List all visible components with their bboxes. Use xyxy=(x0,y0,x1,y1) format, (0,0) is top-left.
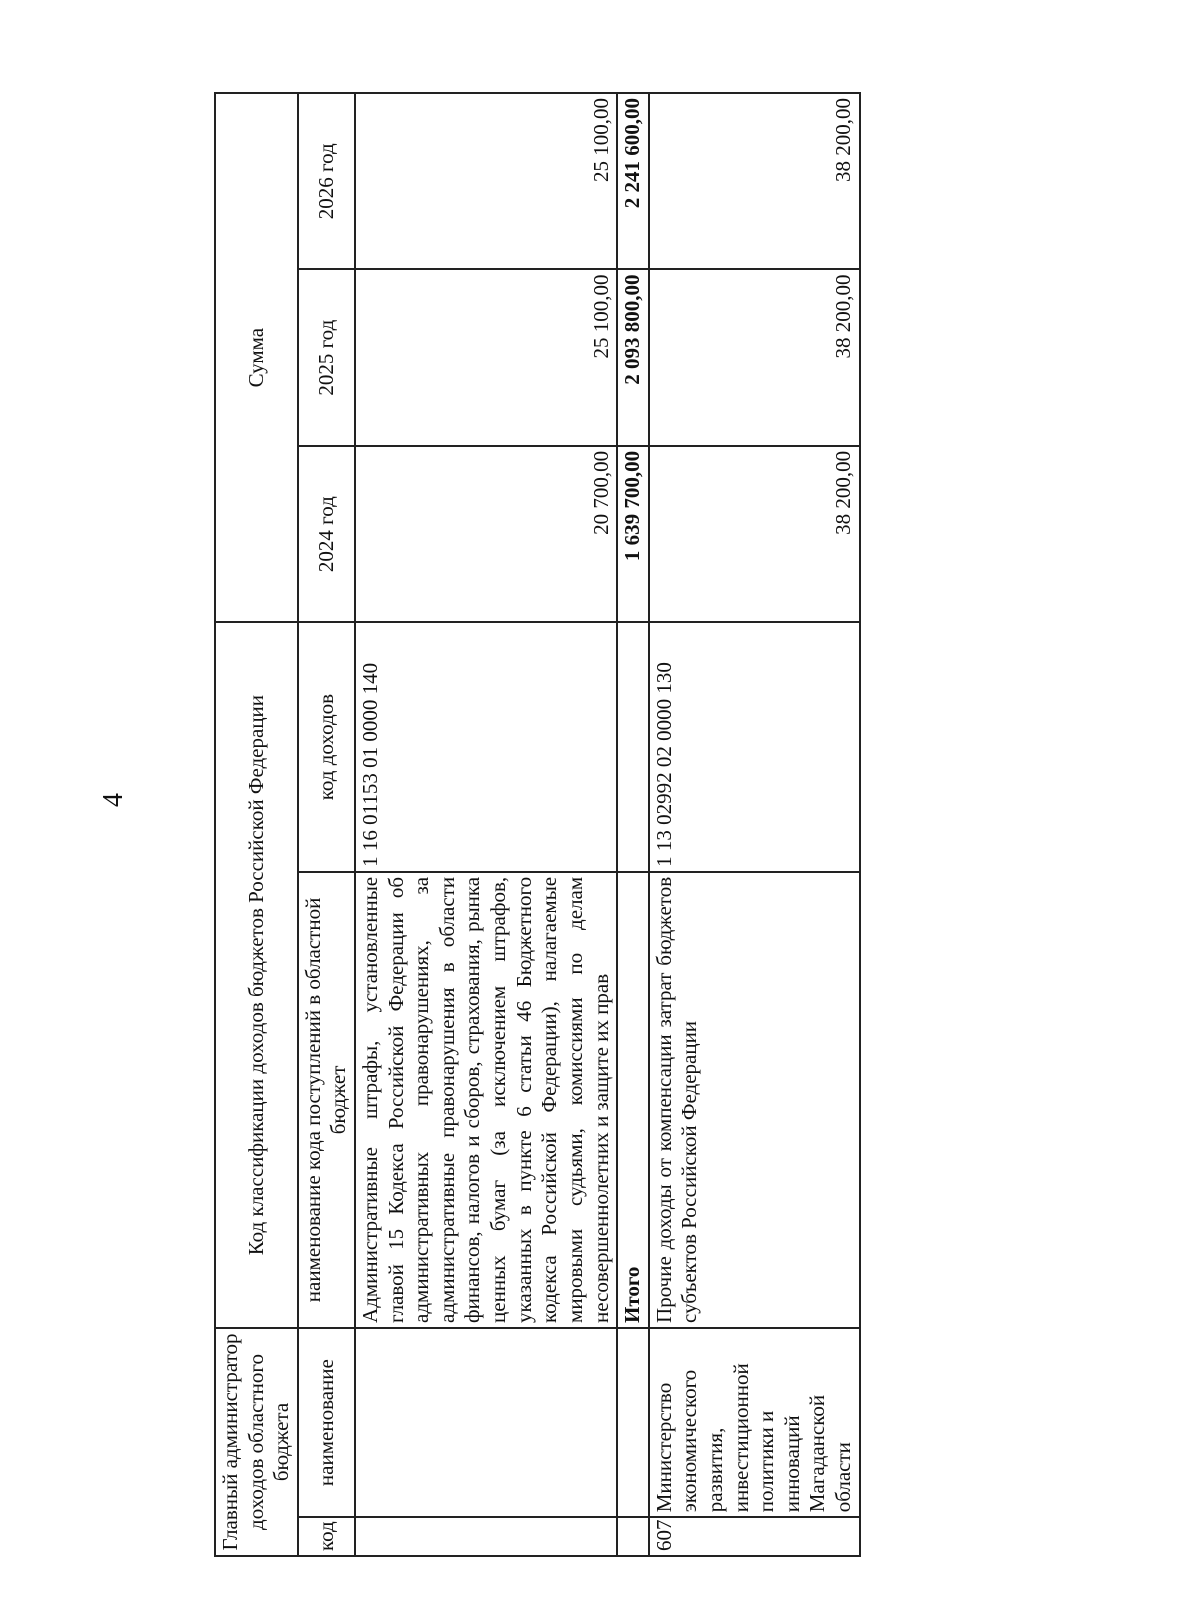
total-label: Итого xyxy=(617,872,649,1328)
admin-code-cell xyxy=(355,1517,617,1556)
sum-2025-cell: 25 100,00 xyxy=(355,269,617,445)
income-table xyxy=(214,92,861,1557)
sum-2024-cell: 38 200,00 xyxy=(649,446,860,622)
admin-name-cell: Министерство экономического развития, инвестиционной политики и инноваций Магаданской области xyxy=(649,1328,860,1517)
total-2026-cell: 2 241 600,00 xyxy=(617,93,649,269)
header-sum-group: Сумма xyxy=(215,93,298,622)
sum-2026-cell: 38 200,00 xyxy=(649,93,860,269)
sum-2026-cell: 25 100,00 xyxy=(355,93,617,269)
header-year-2026: 2026 год xyxy=(298,93,355,269)
table-row xyxy=(355,93,617,1556)
income-code-cell: 1 13 02992 02 0000 130 xyxy=(649,622,860,872)
table-row xyxy=(649,93,860,1556)
sum-2024-cell: 20 700,00 xyxy=(355,446,617,622)
header-year-2024: 2024 год xyxy=(298,446,355,622)
total-empty-income-code xyxy=(617,622,649,872)
total-empty-code xyxy=(617,1517,649,1556)
total-2024-cell: 1 639 700,00 xyxy=(617,446,649,622)
header-income-code: код доходов xyxy=(298,622,355,872)
income-code-cell: 1 16 01153 01 0000 140 xyxy=(355,622,617,872)
admin-code-cell: 607 xyxy=(649,1517,860,1556)
total-row xyxy=(617,93,649,1556)
header-row-top xyxy=(215,93,298,1556)
header-year-2025: 2025 год xyxy=(298,269,355,445)
header-classification-group: Код классификации доходов бюджетов Российской Федерации xyxy=(215,622,298,1328)
admin-name-cell xyxy=(355,1328,617,1517)
header-admin-code: код xyxy=(298,1517,355,1556)
header-admin-group: Главный администратор доходов областного бюджета xyxy=(215,1328,298,1556)
income-name-cell: Административные штрафы, установленные главой 15 Кодекса Российской Федерации об административных правонарушениях, за административные правонарушения в области финансов, налогов и сборов, страхования, рынка ценных бумаг (за исключением штрафов, указанных в пункте 6 статьи 46 Бюджетного кодекса Российской Федерации), налагаемые мировыми судьями, комиссиями по делам несовершеннолетних и защите их прав xyxy=(355,872,617,1328)
sum-2025-cell: 38 200,00 xyxy=(649,269,860,445)
income-name-cell: Прочие доходы от компенсации затрат бюджетов субъектов Российской Федерации xyxy=(649,872,860,1328)
header-income-name: наименование кода поступлений в областной бюджет xyxy=(298,872,355,1328)
total-empty-name xyxy=(617,1328,649,1517)
header-admin-name: наименование xyxy=(298,1328,355,1517)
page-number: 4 xyxy=(98,793,129,807)
rotated-table-container xyxy=(214,92,930,1557)
total-2025-cell: 2 093 800,00 xyxy=(617,269,649,445)
header-row-sub xyxy=(298,93,355,1556)
